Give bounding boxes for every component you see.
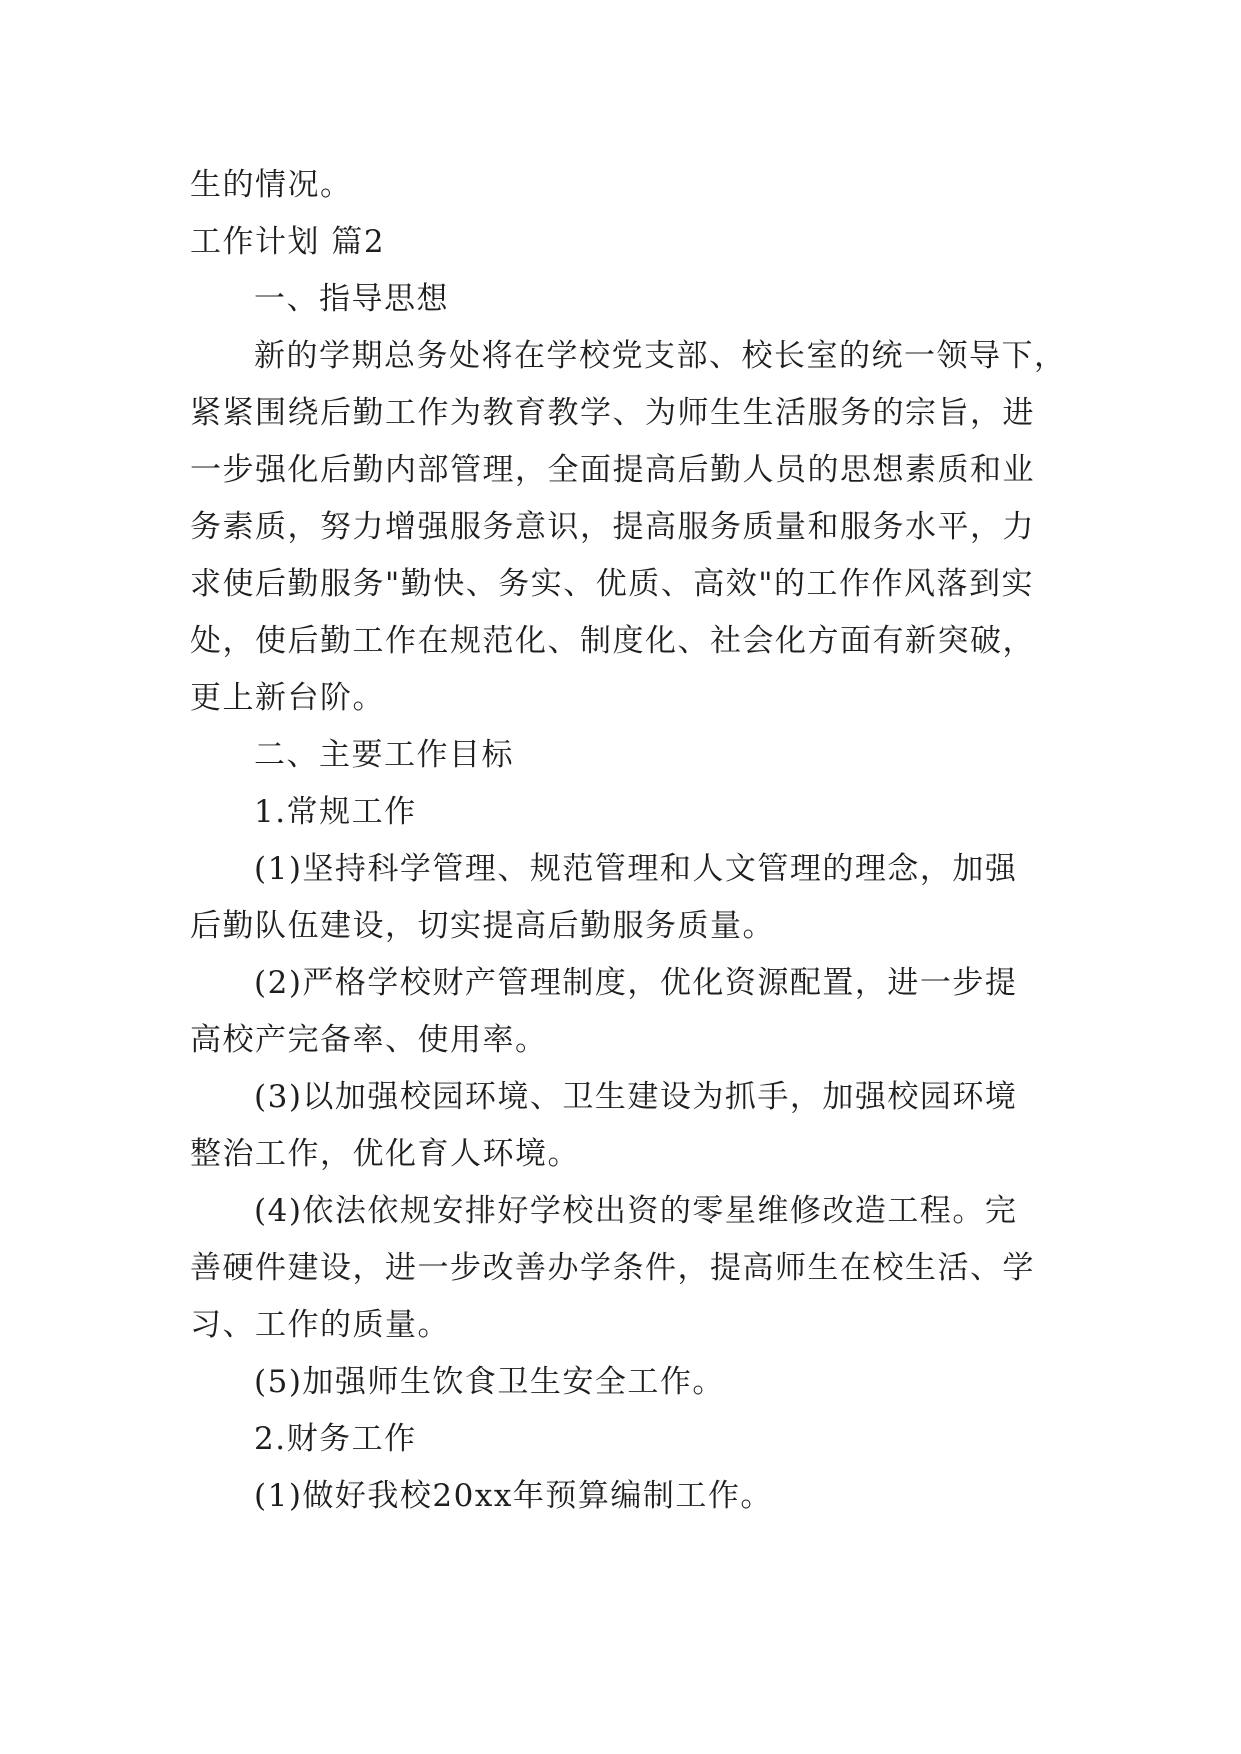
paragraph-line: 务素质，努力增强服务意识，提高服务质量和服务水平，力 <box>190 509 1035 545</box>
section-heading: 工作计划 篇2 <box>190 224 386 260</box>
heading-main-goals: 二、主要工作目标 <box>254 737 514 773</box>
list-item-line: 高校产完备率、使用率。 <box>190 1022 548 1058</box>
list-item-line: 整治工作，优化育人环境。 <box>190 1136 580 1172</box>
list-item-line: (3)以加强校园环境、卫生建设为抓手，加强校园环境 <box>254 1079 1018 1115</box>
paragraph-line: 处，使后勤工作在规范化、制度化、社会化方面有新突破， <box>190 623 1035 659</box>
paragraph-line: 求使后勤服务"勤快、务实、优质、高效"的工作作风落到实 <box>190 566 1035 602</box>
heading-financial-work: 2.财务工作 <box>254 1421 417 1457</box>
paragraph-line: 更上新台阶。 <box>190 680 385 716</box>
list-item-line: (5)加强师生饮食卫生安全工作。 <box>254 1364 725 1400</box>
paragraph-line: 新的学期总务处将在学校党支部、校长室的统一领导下， <box>254 338 1067 374</box>
list-item-line: (1)坚持科学管理、规范管理和人文管理的理念，加强 <box>254 851 1018 887</box>
list-item-line: 善硬件建设，进一步改善办学条件，提高师生在校生活、学 <box>190 1250 1035 1286</box>
list-item-line: (4)依法依规安排好学校出资的零星维修改造工程。完 <box>254 1193 1018 1229</box>
paragraph-line: 生的情况。 <box>190 167 353 203</box>
list-item-line: (1)做好我校20xx年预算编制工作。 <box>254 1478 773 1514</box>
heading-guiding-ideology: 一、指导思想 <box>254 281 449 317</box>
heading-routine-work: 1.常规工作 <box>254 794 417 830</box>
paragraph-line: 一步强化后勤内部管理，全面提高后勤人员的思想素质和业 <box>190 452 1035 488</box>
list-item-line: (2)严格学校财产管理制度，优化资源配置，进一步提 <box>254 965 1018 1001</box>
list-item-line: 后勤队伍建设，切实提高后勤服务质量。 <box>190 908 775 944</box>
paragraph-line: 紧紧围绕后勤工作为教育教学、为师生生活服务的宗旨，进 <box>190 395 1035 431</box>
list-item-line: 习、工作的质量。 <box>190 1307 450 1343</box>
